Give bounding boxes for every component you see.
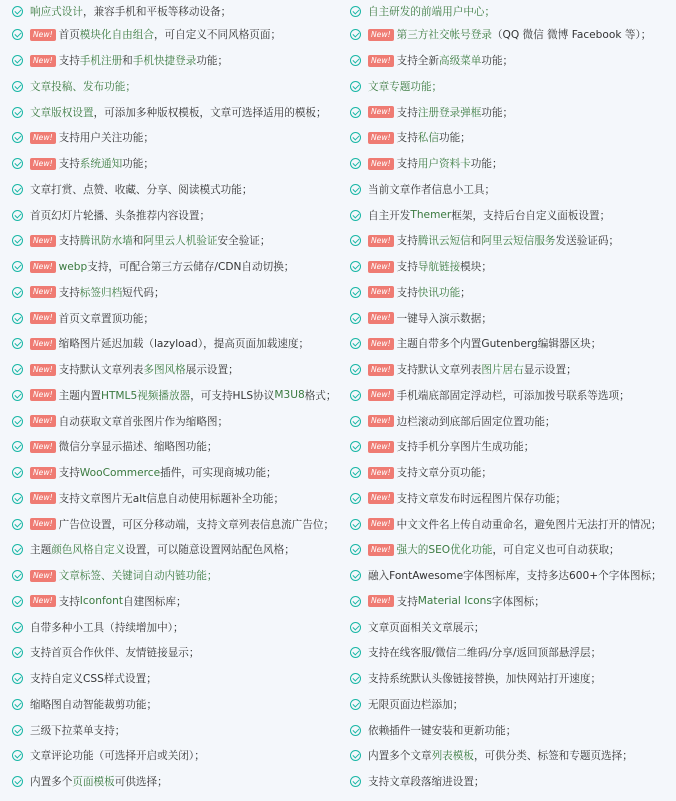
feature-text: 功能；: [196, 55, 229, 68]
feature-highlight-text: 多图风格: [143, 364, 186, 377]
feature-item: [350, 151, 676, 177]
feature-text: 无限页面边栏添加；: [368, 698, 464, 711]
feature-text: ；: [460, 286, 471, 299]
feature-highlight-text: 阿里云人机验证: [143, 235, 218, 248]
feature-item: [350, 563, 676, 589]
feature-text: 和: [132, 235, 144, 248]
feature-item: [12, 125, 338, 151]
feature-text: ，兼容手机和平板等移动设备；: [82, 5, 232, 18]
check-circle-icon: [12, 313, 23, 324]
new-badge: New!: [368, 467, 394, 479]
check-circle-icon: [12, 107, 23, 118]
feature-item: [350, 74, 676, 100]
feature-text: 支持: [396, 106, 418, 119]
feature-text: ，可添加多种版权模板，文章可选择适用的模板；: [93, 106, 327, 119]
feature-text: 支持默认文章列表: [58, 364, 144, 377]
check-circle-icon: [12, 596, 23, 607]
new-badge: New!: [30, 235, 56, 247]
feature-item: [12, 460, 338, 486]
check-circle-icon: [350, 570, 361, 581]
feature-text: 手机端底部固定浮动栏，可添加拨号联系等选项；: [396, 389, 630, 402]
check-circle-icon: [12, 29, 23, 40]
feature-highlight-text: 腾讯防水墙: [79, 235, 133, 248]
feature-text: （QQ 微信 微博 Facebook 等）；: [491, 29, 652, 42]
check-circle-icon: [12, 776, 23, 787]
feature-text: 主题: [30, 544, 52, 557]
new-badge: New!: [368, 338, 394, 350]
check-circle-icon: [350, 132, 361, 143]
new-badge: New!: [30, 312, 56, 324]
feature-text: 缩略图自动智能裁剪功能；: [30, 698, 158, 711]
feature-text: 首页幻灯片轮播、头条推荐内容设置；: [30, 209, 211, 222]
feature-text: 支持: [396, 261, 418, 274]
check-circle-icon: [12, 158, 23, 169]
feature-item: [12, 408, 338, 434]
new-badge: New!: [30, 29, 56, 41]
new-badge: New!: [368, 518, 394, 530]
feature-text: 功能；: [438, 132, 471, 145]
check-circle-icon: [350, 29, 361, 40]
check-circle-icon: [350, 750, 361, 761]
feature-highlight-text: 文章版权设置: [30, 106, 94, 119]
feature-text: 首页: [58, 29, 80, 42]
feature-item: [12, 228, 338, 254]
new-badge: New!: [368, 415, 394, 427]
feature-item: [350, 434, 676, 460]
feature-text: 安全验证；: [217, 235, 271, 248]
feature-highlight-text: Material Icons: [417, 595, 492, 608]
check-circle-icon: [12, 725, 23, 736]
feature-text: 功能；: [481, 55, 514, 68]
feature-item: [350, 202, 676, 228]
feature-item: [12, 717, 338, 743]
feature-text: 支持: [396, 235, 418, 248]
new-badge: New!: [30, 261, 56, 273]
feature-item: [12, 537, 338, 563]
feature-highlight-text: 手机快捷登录: [132, 55, 197, 68]
check-circle-icon: [350, 596, 361, 607]
feature-text: 显示设置；: [523, 364, 577, 377]
new-badge: New!: [368, 441, 394, 453]
new-badge: New!: [368, 55, 394, 67]
feature-text: 和: [122, 55, 133, 68]
feature-item: [350, 511, 676, 537]
feature-text: 和: [470, 235, 482, 248]
feature-item: [12, 0, 338, 22]
new-badge: New!: [30, 55, 56, 67]
feature-item: [350, 48, 676, 74]
feature-text: 支持默认文章列表: [396, 364, 482, 377]
feature-highlight-text: 页面模板: [72, 776, 115, 789]
check-circle-icon: [350, 210, 361, 221]
feature-item: [12, 383, 338, 409]
new-badge: New!: [368, 286, 394, 298]
feature-highlight-text: 注册登录弹框: [417, 106, 482, 119]
check-circle-icon: [12, 699, 23, 710]
new-badge: New!: [368, 312, 394, 324]
feature-item: [12, 640, 338, 666]
feature-column-left: [0, 0, 338, 795]
check-circle-icon: [350, 519, 361, 530]
feature-highlight-text: Iconfont: [79, 595, 124, 608]
check-circle-icon: [350, 441, 361, 452]
feature-item: [350, 22, 676, 48]
feature-item: [350, 692, 676, 718]
feature-text: 主题自带多个内置Gutenberg编辑器区块；: [396, 338, 602, 351]
new-badge: New!: [368, 132, 394, 144]
feature-item: [350, 717, 676, 743]
check-circle-icon: [350, 493, 361, 504]
feature-text: 插件，可实现商城功能；: [160, 467, 277, 480]
check-circle-icon: [350, 622, 361, 633]
check-circle-icon: [12, 750, 23, 761]
new-badge: New!: [30, 518, 56, 530]
feature-item: [350, 537, 676, 563]
feature-text: 支持文章发布时远程图片保存功能；: [396, 492, 567, 505]
feature-text: 支持: [58, 235, 80, 248]
feature-highlight-text: 私信: [417, 132, 439, 145]
check-circle-icon: [12, 467, 23, 478]
new-badge: New!: [368, 389, 394, 401]
new-badge: New!: [368, 261, 394, 273]
new-badge: New!: [30, 595, 56, 607]
new-badge: New!: [368, 235, 394, 247]
check-circle-icon: [350, 467, 361, 478]
feature-text: 字体图标；: [491, 595, 545, 608]
feature-text: 文章评论功能（可选择开启或关闭）；: [30, 750, 205, 763]
feature-text: 支持自定义CSS样式设置；: [30, 673, 157, 686]
feature-highlight-text: 第三方社交帐号登录: [396, 29, 492, 42]
feature-text: 支持手机分享图片生成功能；: [396, 441, 535, 454]
feature-text: 支持: [58, 55, 80, 68]
new-badge: New!: [30, 286, 56, 298]
feature-text: 支持文章图片无alt信息自动使用标题补全功能；: [58, 492, 285, 505]
feature-item: [12, 177, 338, 203]
feature-item: [350, 614, 676, 640]
check-circle-icon: [12, 441, 23, 452]
feature-text: ，可供分类、标签和专题页选择；: [473, 750, 633, 763]
feature-highlight-text: 导航链接: [417, 261, 461, 274]
feature-item: [350, 383, 676, 409]
feature-text: 支持用户关注功能；: [58, 132, 154, 145]
new-badge: New!: [30, 415, 56, 427]
new-badge: New!: [30, 467, 56, 479]
check-circle-icon: [350, 235, 361, 246]
feature-item: [12, 769, 338, 795]
new-badge: New!: [368, 544, 394, 556]
feature-item: [350, 228, 676, 254]
feature-highlight-text: 标签归档: [79, 286, 123, 299]
feature-text: 功能；: [122, 158, 154, 171]
feature-text: 展示设置；: [185, 364, 239, 377]
check-circle-icon: [12, 81, 23, 92]
feature-highlight-text: 腾讯云短信: [417, 235, 471, 248]
feature-text: 框架，支持后台自定义面板设置；: [451, 209, 611, 222]
feature-item: [12, 99, 338, 125]
check-circle-icon: [350, 158, 361, 169]
feature-item: [350, 589, 676, 615]
feature-text: 支持: [396, 132, 418, 145]
feature-item: [12, 357, 338, 383]
check-circle-icon: [350, 261, 361, 272]
feature-highlight-text: 颜色风格自定义: [51, 544, 126, 557]
feature-item: [12, 74, 338, 100]
feature-text: 支持文章段落缩进设置；: [368, 776, 485, 789]
feature-text: 边栏滚动到底部后固定位置功能；: [396, 415, 556, 428]
feature-item: [350, 640, 676, 666]
feature-text: 广告位设置，可区分移动端，支持文章列表信息流广告位；: [58, 518, 335, 531]
feature-item: [350, 357, 676, 383]
check-circle-icon: [12, 390, 23, 401]
feature-text: 支持首页合作伙伴、友情链接显示；: [30, 647, 200, 660]
check-circle-icon: [350, 416, 361, 427]
check-circle-icon: [350, 81, 361, 92]
feature-text: ，可自定义也可自动获取；: [492, 544, 620, 557]
feature-highlight-text: 自主研发的前端用户中心；: [368, 5, 496, 18]
new-badge: New!: [30, 441, 56, 453]
feature-item: [12, 434, 338, 460]
check-circle-icon: [350, 55, 361, 66]
feature-text: 支持: [396, 158, 418, 171]
feature-highlight-text: 图片居右: [481, 364, 524, 377]
check-circle-icon: [350, 287, 361, 298]
feature-item: [12, 151, 338, 177]
feature-text: 短代码；: [122, 286, 165, 299]
feature-highlight-text: 列表模板: [431, 750, 474, 763]
feature-text: 可供选择；: [114, 776, 168, 789]
feature-text: 依赖插件一键安装和更新功能；: [368, 724, 517, 737]
check-circle-icon: [12, 647, 23, 658]
new-badge: New!: [368, 492, 394, 504]
new-badge: New!: [30, 364, 56, 376]
feature-highlight-text: 用户资料卡: [417, 158, 471, 171]
feature-text: 中文文件名上传自动重命名，避免图片无法打开的情况；: [396, 518, 662, 531]
new-badge: New!: [368, 595, 394, 607]
feature-item: [12, 22, 338, 48]
feature-item: [350, 305, 676, 331]
feature-item: [12, 614, 338, 640]
check-circle-icon: [350, 184, 361, 195]
check-circle-icon: [12, 261, 23, 272]
new-badge: New!: [30, 338, 56, 350]
check-circle-icon: [12, 6, 23, 17]
feature-item: [12, 563, 338, 589]
feature-text: 格式；: [304, 389, 337, 402]
feature-item: [350, 0, 676, 22]
new-badge: New!: [368, 106, 394, 118]
feature-item: [12, 692, 338, 718]
feature-item: [350, 254, 676, 280]
new-badge: New!: [30, 158, 56, 170]
check-circle-icon: [12, 493, 23, 504]
feature-item: [12, 305, 338, 331]
check-circle-icon: [350, 390, 361, 401]
feature-text: 支持: [58, 595, 80, 608]
check-circle-icon: [12, 132, 23, 143]
check-circle-icon: [12, 416, 23, 427]
feature-text: 一键导入演示数据；: [396, 312, 492, 325]
feature-text: 支持全新: [396, 55, 439, 68]
new-badge: New!: [368, 364, 394, 376]
feature-text: 设置，可以随意设置网站配色风格；: [125, 544, 295, 557]
new-badge: New!: [368, 158, 394, 170]
check-circle-icon: [12, 519, 23, 530]
check-circle-icon: [350, 338, 361, 349]
new-badge: New!: [368, 29, 394, 41]
feature-highlight-text: 文章投稿、发布功能；: [30, 80, 136, 93]
feature-text: 微信分享显示描述、缩略图功能；: [58, 441, 218, 454]
feature-highlight-text: 文章标签、关键词自动内链功能；: [58, 570, 218, 583]
feature-text: 支持: [58, 467, 80, 480]
feature-highlight-text: 强大的SEO优化功能: [396, 544, 493, 557]
feature-item: [350, 769, 676, 795]
feature-item: [12, 280, 338, 306]
new-badge: New!: [30, 389, 56, 401]
feature-text: 支持在线客服/微信二维码/分享/返回顶部悬浮层；: [368, 647, 602, 660]
feature-highlight-text: 快讯功能: [417, 286, 461, 299]
feature-item: [350, 280, 676, 306]
feature-text: 功能；: [470, 158, 503, 171]
feature-item: [12, 331, 338, 357]
check-circle-icon: [350, 364, 361, 375]
check-circle-icon: [12, 544, 23, 555]
check-circle-icon: [350, 6, 361, 17]
feature-text: 发送验证码；: [555, 235, 620, 248]
feature-text: 自带多种小工具（持续增加中）；: [30, 621, 184, 634]
feature-item: [350, 177, 676, 203]
feature-highlight-text: HTML5视频播放器: [100, 389, 191, 402]
check-circle-icon: [12, 235, 23, 246]
feature-text: ，可自定义不同风格页面；: [153, 29, 282, 42]
new-badge: New!: [30, 570, 56, 582]
feature-text: 自动获取文章首张图片作为缩略图；: [58, 415, 229, 428]
feature-item: [350, 331, 676, 357]
feature-highlight-text: WooCommerce: [79, 466, 161, 479]
check-circle-icon: [12, 55, 23, 66]
check-circle-icon: [12, 673, 23, 684]
feature-item: [12, 511, 338, 537]
check-circle-icon: [12, 287, 23, 298]
feature-item: [350, 99, 676, 125]
feature-item: [350, 743, 676, 769]
feature-item: [350, 486, 676, 512]
feature-text: 首页文章置顶功能；: [58, 312, 154, 325]
feature-item: [12, 202, 338, 228]
new-badge: New!: [30, 492, 56, 504]
feature-text: 融入FontAwesome字体图标库，支持多达600+个字体图标；: [368, 570, 662, 583]
feature-highlight-text: 手机注册: [79, 55, 123, 68]
feature-text: 功能；: [481, 106, 514, 119]
feature-highlight-text: 系统通知: [79, 158, 123, 171]
check-circle-icon: [12, 622, 23, 633]
feature-text: 内置多个: [30, 776, 73, 789]
feature-text: 内置多个文章: [368, 750, 432, 763]
feature-highlight-text: Themer: [410, 209, 452, 222]
feature-text: 支持系统默认头像链接替换，加快网站打开速度；: [368, 673, 602, 686]
feature-item: [350, 460, 676, 486]
feature-text: 支持: [396, 595, 418, 608]
feature-text: 自建图标库；: [123, 595, 187, 608]
check-circle-icon: [350, 699, 361, 710]
check-circle-icon: [350, 647, 361, 658]
feature-item: [12, 666, 338, 692]
check-circle-icon: [350, 107, 361, 118]
feature-item: [12, 48, 338, 74]
feature-text: 支持文章分页功能；: [396, 467, 492, 480]
feature-highlight-text: 响应式设计: [30, 5, 83, 18]
feature-item: [350, 666, 676, 692]
feature-item: [12, 743, 338, 769]
feature-text: ，可支持HLS协议: [190, 389, 275, 402]
feature-item: [350, 125, 676, 151]
check-circle-icon: [12, 184, 23, 195]
check-circle-icon: [12, 338, 23, 349]
feature-highlight-text: 模块化自由组合: [79, 29, 154, 42]
feature-item: [12, 589, 338, 615]
check-circle-icon: [350, 544, 361, 555]
check-circle-icon: [350, 776, 361, 787]
feature-item: [12, 254, 338, 280]
feature-text: 三级下拉菜单支持；: [30, 724, 126, 737]
feature-text: 当前文章作者信息小工具；: [368, 183, 496, 196]
feature-item: [12, 486, 338, 512]
feature-highlight-text: webp: [58, 260, 88, 273]
feature-text: 自主开发: [368, 209, 411, 222]
check-circle-icon: [12, 570, 23, 581]
feature-item: [350, 408, 676, 434]
feature-text: 主题内置: [58, 389, 101, 402]
feature-highlight-text: M3U8: [274, 389, 305, 402]
feature-text: 支持: [58, 158, 80, 171]
feature-text: 文章页面相关文章展示；: [368, 621, 485, 634]
feature-highlight-text: 高级菜单: [438, 55, 482, 68]
check-circle-icon: [12, 364, 23, 375]
check-circle-icon: [350, 673, 361, 684]
feature-highlight-text: 文章专题功能；: [368, 80, 443, 93]
feature-text: 支持: [58, 286, 80, 299]
feature-text: 文章打赏、点赞、收藏、分享、阅读模式功能；: [30, 183, 253, 196]
feature-text: 支持，可配合第三方云储存/CDN自动切换；: [87, 261, 295, 274]
check-circle-icon: [12, 210, 23, 221]
feature-text: 模块；: [460, 261, 492, 274]
feature-text: 缩略图片延迟加载（lazyload），提高页面加载速度；: [58, 338, 310, 351]
feature-text: 支持: [396, 286, 418, 299]
feature-column-right: [338, 0, 676, 795]
check-circle-icon: [350, 313, 361, 324]
new-badge: New!: [30, 132, 56, 144]
feature-highlight-text: 阿里云短信服务: [481, 235, 556, 248]
check-circle-icon: [350, 725, 361, 736]
